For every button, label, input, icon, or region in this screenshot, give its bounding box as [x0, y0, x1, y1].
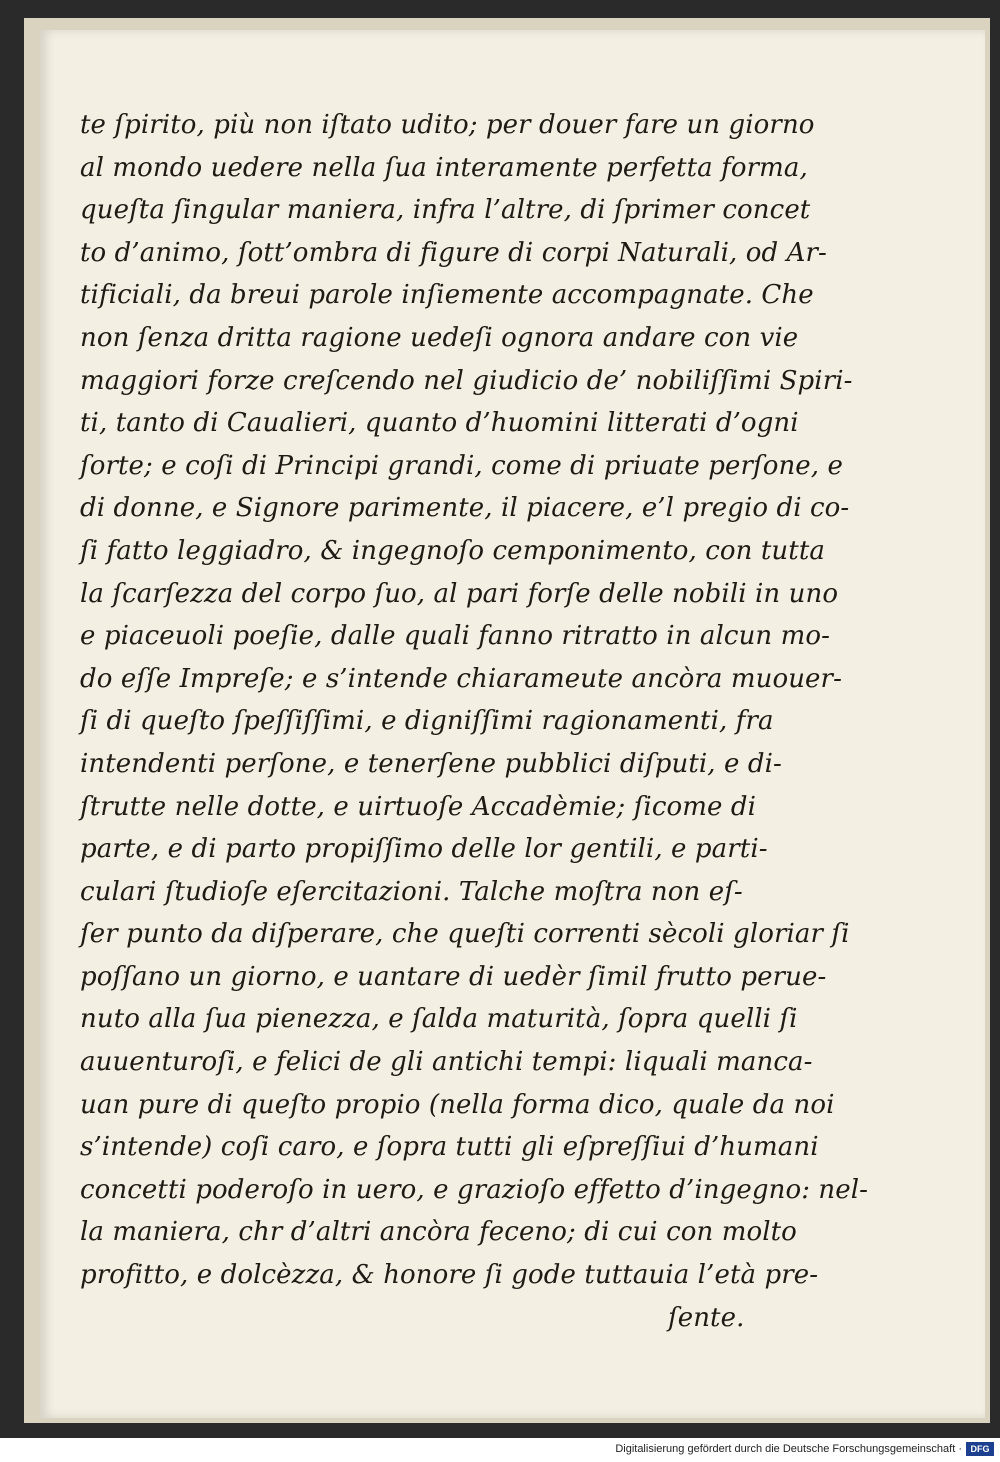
text-line: queſta ſingular maniera, infra l’altre, di ſprimer concet [80, 195, 811, 226]
text-line: al mondo uedere nella ſua interamente perfetta forma, [80, 152, 808, 183]
text-line: nuto alla ſua pienezza, e ſalda maturità, ſopra quelli ſi [80, 1004, 798, 1035]
text-line: culari ſtudioſe eſercitazioni. Talche moſtra non eſ- [80, 876, 743, 907]
text-line: poſſano un giorno, e uantare di uedèr ſimil frutto perue- [80, 961, 827, 992]
text-line: uan pure di queſto propio (nella forma dico, quale da noi [80, 1089, 835, 1120]
text-line: la maniera, chr d’altri ancòra feceno; di cui con molto [80, 1217, 797, 1248]
text-line: ſi di queſto ſpeſſiſſimi, e digniſſimi ragionamenti, fra [80, 706, 774, 737]
text-line: ſi fatto leggiadro, & ingegnoſo cemponimento, con tutta [80, 535, 825, 566]
catchword-line: ſente. [668, 1302, 745, 1333]
text-line: ſer punto da diſperare, che queſti correnti sècoli gloriar ſi [80, 919, 850, 950]
text-line: la ſcarſezza del corpo ſuo, al pari forſe delle nobili in uno [80, 578, 839, 609]
text-line: do eſſe Impreſe; e s’intende chiarameute ancòra muouer- [80, 663, 842, 694]
text-line: ſorte; e coſi di Principi grandi, come di priuate perſone, e [80, 450, 844, 481]
dfg-logo-icon: DFG [966, 1442, 994, 1456]
text-line: parte, e di parto propiſſimo delle lor gentili, e parti- [80, 834, 768, 865]
text-line: ti, tanto di Caualieri, quanto d’huomini litterati d’ogni [80, 408, 799, 439]
text-line: tificiali, da breui parole inſiemente accompagnate. Che [80, 280, 814, 311]
text-line: ſtrutte nelle dotte, e uirtuoſe Accadèmie; ſicome di [80, 791, 757, 822]
funding-notice: Digitalisierung gefördert durch die Deutsche Forschungsgemeinschaft · [615, 1443, 962, 1455]
text-line: to d’animo, ſott’ombra di figure di corpi Naturali, od Ar- [80, 237, 827, 268]
text-line: non ſenza dritta ragione uedeſi ognora andare con vie [80, 322, 799, 353]
text-line: intendenti perſone, e tenerſene pubblici diſputi, e di- [80, 748, 782, 779]
text-line: s’intende) coſi caro, e ſopra tutti gli eſpreſſiui d’humani [80, 1132, 819, 1163]
digitization-footer [0, 1438, 1000, 1462]
book-page [40, 30, 985, 1418]
page-text [80, 104, 880, 1339]
text-line: concetti poderoſo in uero, e grazioſo effetto d’ingegno: nel- [80, 1174, 869, 1205]
text-line: maggiori forze creſcendo nel giudicio de’ nobiliſſimi Spiri- [80, 365, 853, 396]
text-line: te ſpirito, più non iſtato udito; per douer fare un giorno [80, 110, 815, 140]
text-line: profitto, e dolcèzza, & honore ſi gode tuttauia l’età pre- [80, 1260, 819, 1291]
text-line: di donne, e Signore parimente, il piacere, e’l pregio di co- [80, 493, 850, 524]
text-line: auuenturoſi, e felici de gli antichi tempi: liquali manca- [80, 1047, 813, 1078]
text-line: e piaceuoli poeſie, dalle quali fanno ritratto in alcun mo- [80, 621, 831, 652]
